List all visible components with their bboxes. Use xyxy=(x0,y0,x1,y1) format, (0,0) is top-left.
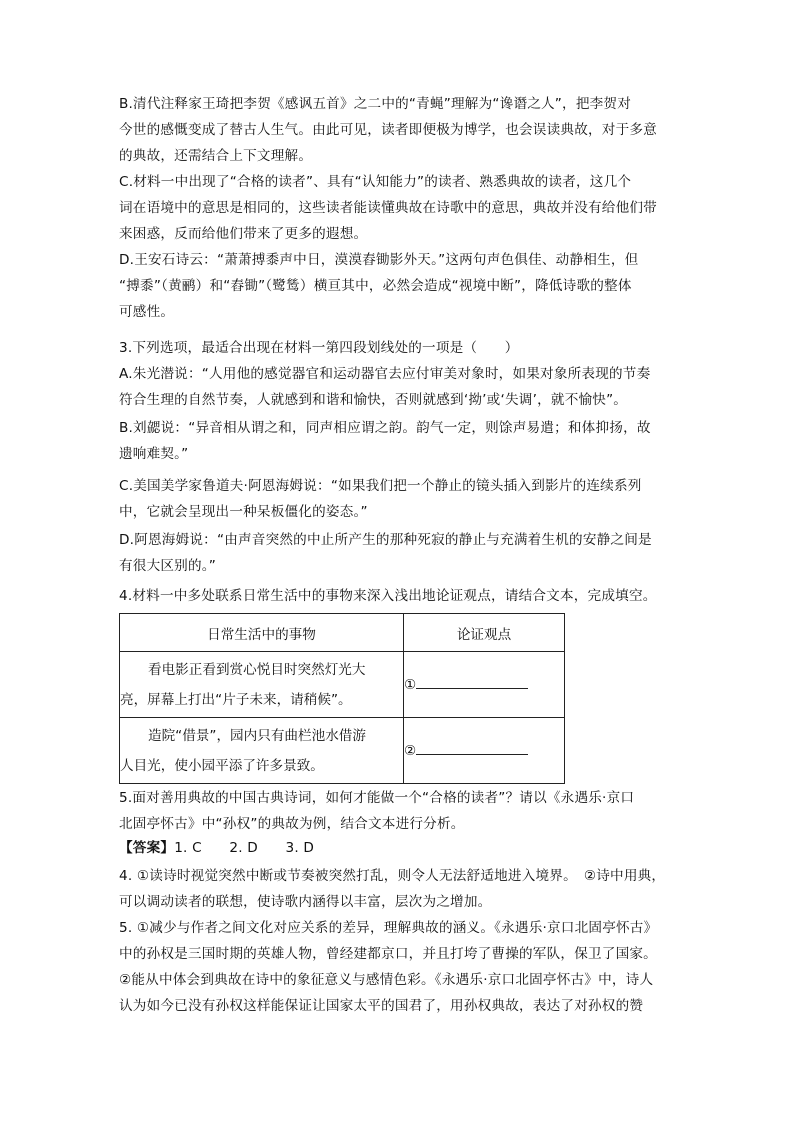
text-line: “搏黍”（黄鹂）和“舂锄”（鹭鸶）横亘其中，必然会造成“视境中断”，降低诗歌的整体 xyxy=(119,278,632,294)
text-line: 今世的感慨变成了替古人生气。由此可见，读者即便极为博学，也会误读典故，对于多意 xyxy=(119,122,657,138)
answer-choices: 1. C 2. D 3. D xyxy=(174,840,315,856)
table-cell xyxy=(120,652,404,718)
text-line: 符合生理的自然节奏，人就感到和谐和愉快，否则就感到‘拗’或‘失调’，就不愉快”。 xyxy=(119,392,628,408)
cell-text: 亮，屏幕上打出“片子未来，请稍候”。 xyxy=(120,691,352,708)
table-cell xyxy=(120,718,404,784)
option-a: A.朱光潜说：“人用他的感觉器官和运动器官去应付审美对象时，如果对象所表现的节奏 xyxy=(119,366,651,382)
option-b: B.刘勰说：“异音相从谓之和，同声相应谓之韵。韵气一定，则馀声易遣；和体抑扬，故 xyxy=(119,420,651,436)
table-row xyxy=(120,652,565,718)
answer-label: 【答案】 xyxy=(119,840,175,856)
answer-4: 4. ①读诗时视觉突然中断或节奏被突然打乱，则令人无法舒适地进入境界。 ②诗中用典， xyxy=(119,868,666,884)
option-d: D.阿恩海姆说：“由声音突然的中止所产生的那种死寂的静止与充满着生机的安静之间是 xyxy=(119,532,652,548)
text-line: 遗响难契。” xyxy=(119,446,189,462)
table-header: 日常生活中的事物 xyxy=(120,614,404,652)
table-cell xyxy=(404,652,565,718)
blank-marker: ② xyxy=(404,742,417,759)
text-line: 中的孙权是三国时期的英雄人物，曾经建都京口，并且打垮了曹操的军队，保卫了国家。 xyxy=(119,946,657,962)
text-line: 词在语境中的意思是相同的，这些读者能读懂典故在诗歌中的意思，典故并没有给他们带 xyxy=(119,200,657,216)
option-c: C.美国美学家鲁道夫·阿恩海姆说：“如果我们把一个静止的镜头插入到影片的连续系列 xyxy=(119,478,642,494)
answer-blank[interactable] xyxy=(416,672,528,689)
text-line: B.清代注释家王琦把李贺《感讽五首》之二中的“青蝇”理解为“谗谮之人”，把李贺对 xyxy=(119,96,632,112)
fill-in-table xyxy=(119,613,565,784)
answer-key xyxy=(119,838,314,858)
question-5: 5.面对善用典故的中国古典诗词，如何才能做一个“合格的读者”？请以《永遇乐·京口 xyxy=(119,790,635,806)
text-line: 认为如今已没有孙权这样能保证让国家太平的国君了，用孙权典故，表达了对孙权的赞 xyxy=(119,998,644,1014)
cell-text: 人目光，使小园平添了许多景致。 xyxy=(120,757,324,774)
text-line: C.材料一中出现了“合格的读者”、具有“认知能力”的读者、熟悉典故的读者，这几个 xyxy=(119,174,632,190)
cell-text: 造院“借景”，园内只有曲栏池水借游 xyxy=(148,727,366,744)
text-line: 有很大区别的。” xyxy=(119,558,216,574)
blank-marker: ① xyxy=(404,676,417,693)
text-line: 来困惑，反而给他们带来了更多的遐想。 xyxy=(119,226,368,242)
text-line: 可以调动读者的联想，使诗歌内涵得以丰富，层次为之增加。 xyxy=(119,894,492,910)
text-line: D.王安石诗云：“萧萧搏黍声中日，漠漠舂锄影外天。”这两句声色俱佳、动静相生，但 xyxy=(119,252,639,268)
text-line: 中，它就会呈现出一种呆板僵化的姿态。” xyxy=(119,504,368,520)
text-line: 北固亭怀古》中“孙权”的典故为例，结合文本进行分析。 xyxy=(119,816,465,832)
table-cell xyxy=(404,718,565,784)
question-4: 4.材料一中多处联系日常生活中的事物来深入浅出地论证观点，请结合文本，完成填空。 xyxy=(119,588,657,604)
table-header: 论证观点 xyxy=(404,614,565,652)
text-line: 的典故，还需结合上下文理解。 xyxy=(119,148,313,164)
cell-text: 看电影正看到赏心悦目时突然灯光大 xyxy=(148,661,366,678)
question-3: 3.下列选项，最适合出现在材料一第四段划线处的一项是（ ） xyxy=(119,340,519,356)
text-line: ②能从中体会到典故在诗中的象征意义与感情色彩。《永遇乐·京口北固亭怀古》中，诗人 xyxy=(119,972,654,988)
text-line: 可感性。 xyxy=(119,304,175,320)
answer-5: 5. ①减少与作者之间文化对应关系的差异，理解典故的涵义。《永遇乐·京口北固亭怀古》 xyxy=(119,920,658,936)
table-row xyxy=(120,718,565,784)
answer-blank[interactable] xyxy=(416,738,528,755)
